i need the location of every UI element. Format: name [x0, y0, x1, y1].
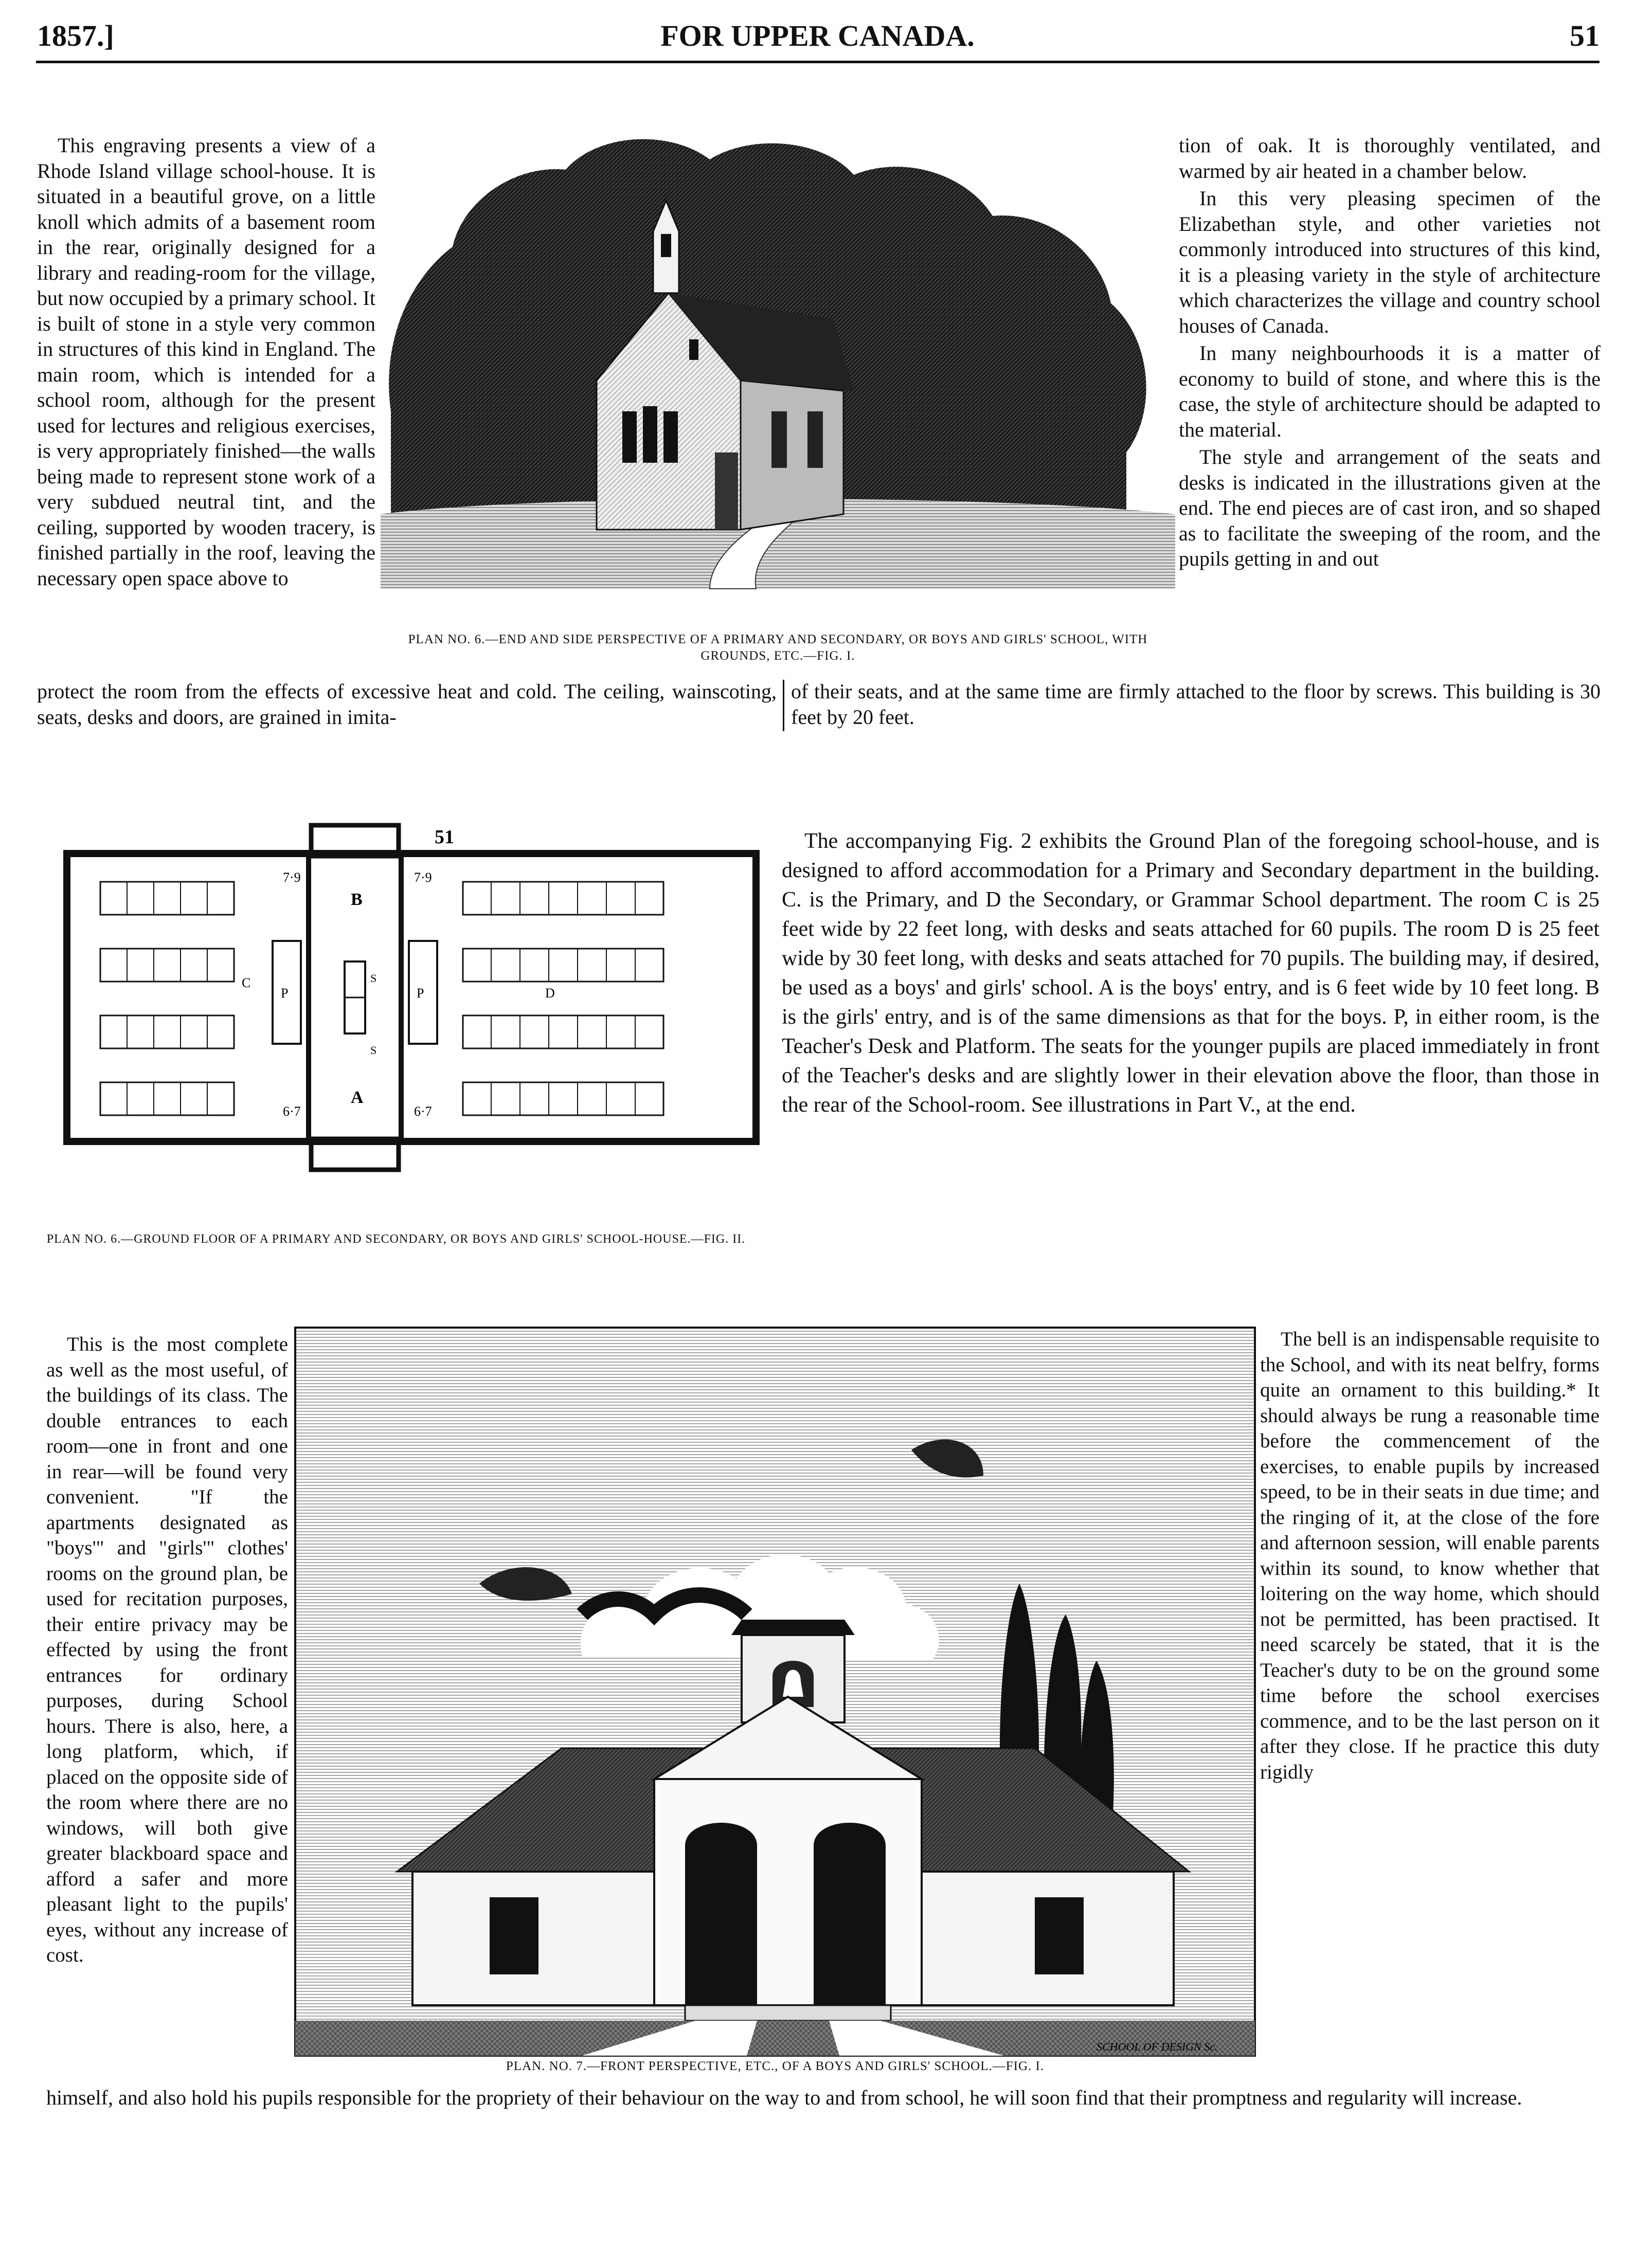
- plan-dim-bottom-left: 6·7: [283, 1104, 301, 1119]
- section3-right-column: [1260, 1327, 1600, 1787]
- header-rule: [36, 61, 1600, 63]
- plan-label-s-bottom: S: [370, 1044, 377, 1057]
- plan-label-p-left: P: [281, 986, 289, 1001]
- section1-column-rule: [783, 680, 784, 731]
- plan-label-d: D: [545, 986, 555, 1001]
- header-title: FOR UPPER CANADA.: [660, 19, 975, 52]
- ground-plan-diagram: [57, 823, 766, 1229]
- plan-label-s-top: S: [370, 972, 377, 985]
- gothic-school-engraving: [381, 123, 1175, 630]
- header-year: 1857.]: [37, 19, 114, 52]
- front-perspective-engraving: [294, 1327, 1256, 2057]
- section1-bottom-left-text: protect the room from the effects of excessive heat and cold. The ceiling, wainscoting, seats, desks and doors, are grained in imita-: [37, 680, 777, 729]
- section1-bottom-left: [37, 679, 777, 732]
- plan-label-p-right: P: [417, 986, 424, 1001]
- section3-bottom-line: [46, 2085, 1600, 2113]
- section3-left-text: This is the most complete as well as the most useful, of the buildings of its class. The double entrances to each room—one in front and one in rear—will be found very convenient. "If the apartments designated as "boys'" and "girls'" clothes' rooms on the ground plan, be used for recitation purposes, their entire privacy may be effected by using the front entrances for ordinary purposes, during School hours. There is also, here, a long platform, which, if placed on the opposite side of the room where there are no windows, will both give greater blackboard space and afford a safer and more pleasant light to the pupils' eyes, without any increase of cost.: [46, 1333, 288, 1966]
- section1-right-p2: In this very pleasing specimen of the Elizabethan style, and other varieties not commonly introduced into structures of this kind, it is a pleasing variety in the style of architecture which characterizes the village and country school houses of Canada.: [1179, 187, 1601, 337]
- plan-dim-top-left: 7·9: [283, 870, 301, 885]
- ground-plan-text: [782, 827, 1600, 1120]
- section1-left-column: [37, 133, 375, 593]
- section1-right-p4: The style and arrangement of the seats and desks is indicated in the illustrations given at the end. The end pieces are of cast iron, and so shaped as to facilitate the sweeping of the room, and the pupils getting in and out: [1179, 445, 1601, 570]
- section3-bottom-text: himself, and also hold his pupils responsible for the propriety of their behaviour on the way to and from school, he will soon find that their promptness and regularity will increase.: [46, 2086, 1522, 2109]
- section3-left-column: [46, 1332, 288, 1970]
- section1-left-text: This engraving presents a view of a Rhode Island village school-house. It is situated in a beautiful grove, on a little knoll which admits of a basement room in the rear, originally designed for a library and reading-room for the village, but now occupied by a primary school. It is built of stone in a style very common in structures of this kind in England. The main room, which is intended for a school room, although for the present used for lectures and religious exercises, is very appropriately finished—the walls being made to represent stone work of a very subdued neutral tint, and the ceiling, supported by wooden tracery, is finished partially in the roof, leaving the necessary open space above to: [37, 134, 375, 590]
- plan-label-a: A: [351, 1088, 364, 1107]
- plan-dim-top-right: 7·9: [414, 870, 432, 885]
- section3-figure-caption: PLAN. NO. 7.—FRONT PERSPECTIVE, ETC., OF A BOYS AND GIRLS' SCHOOL.—FIG. I.: [506, 2059, 1045, 2073]
- header-page-number: 51: [1570, 19, 1600, 52]
- section1-right-column: [1179, 133, 1601, 574]
- ground-plan-text-body: The accompanying Fig. 2 exhibits the Ground Plan of the foregoing school-house, and is designed to afford accommodation for a Primary and Secondary department in the building. C. is the Primary, and D the Secondary, or Grammar School department. The room C is 25 feet wide by 22 feet long, with desks and seats attached for 60 pupils. The room D is 25 feet wide by 30 feet long, with desks and seats attached for 70 pupils. The building may, if desired, be used as a boys' and girls' school. A is the boys' entry, and is 6 feet wide by 10 feet long. B is the girls' entry, and is of the same dimensions as that for the boys. P, in either room, is the Teacher's Desk and Platform. The seats for the younger pupils are placed immediately in front of the Teacher's desks and are slightly lower in their elevation above the floor, than those in the rear of the School-room. See illustrations in Part V., at the end.: [782, 829, 1600, 1117]
- section1-figure-caption: PLAN NO. 6.—END AND SIDE PERSPECTIVE OF A PRIMARY AND SECONDARY, OR BOYS AND GIRLS' SCHOOL, WITH GROUNDS, ETC.—FIG. I.: [408, 632, 1148, 663]
- section1-bottom-right: [791, 679, 1601, 732]
- plan-label-b: B: [351, 890, 363, 909]
- section3-right-text: The bell is an indispensable requisite to the School, and with its neat belfry, forms quite an ornament to this building.* It should always be rung a reasonable time before the commencement of the exercises, to enable pupils by increased speed, to be in their seats in due time; and the ringing of it, at the close of the fore and afternoon session, will enable parents within its sound, to know whether that loitering on the way home, which should not be permitted, has been practised. It need scarcely be stated, that it is the Teacher's duty to be on the ground some time before the school exercises commence, and to be the last person on it after they close. If he practice this duty rigidly: [1260, 1328, 1600, 1783]
- section1-bottom-right-text: of their seats, and at the same time are firmly attached to the floor by screws. This building is 30 feet by 20 feet.: [791, 680, 1601, 729]
- plan-label-c: C: [242, 975, 251, 990]
- section1-right-p1: tion of oak. It is thoroughly ventilated, and warmed by air heated in a chamber below.: [1179, 134, 1601, 183]
- ground-plan-caption: PLAN NO. 6.—GROUND FLOOR OF A PRIMARY AND SECONDARY, OR BOYS AND GIRLS' SCHOOL-HOUSE.—FIG. II.: [46, 1232, 746, 1246]
- engraver-mark: SCHOOL OF DESIGN Sc.: [1097, 2040, 1218, 2053]
- plan-dim-bottom-right: 6·7: [414, 1104, 432, 1119]
- section1-right-p3: In many neighbourhoods it is a matter of economy to build of stone, and where this is the case, the style of architecture should be adapted to the material.: [1179, 341, 1601, 441]
- plan-number-label: 51: [435, 826, 454, 848]
